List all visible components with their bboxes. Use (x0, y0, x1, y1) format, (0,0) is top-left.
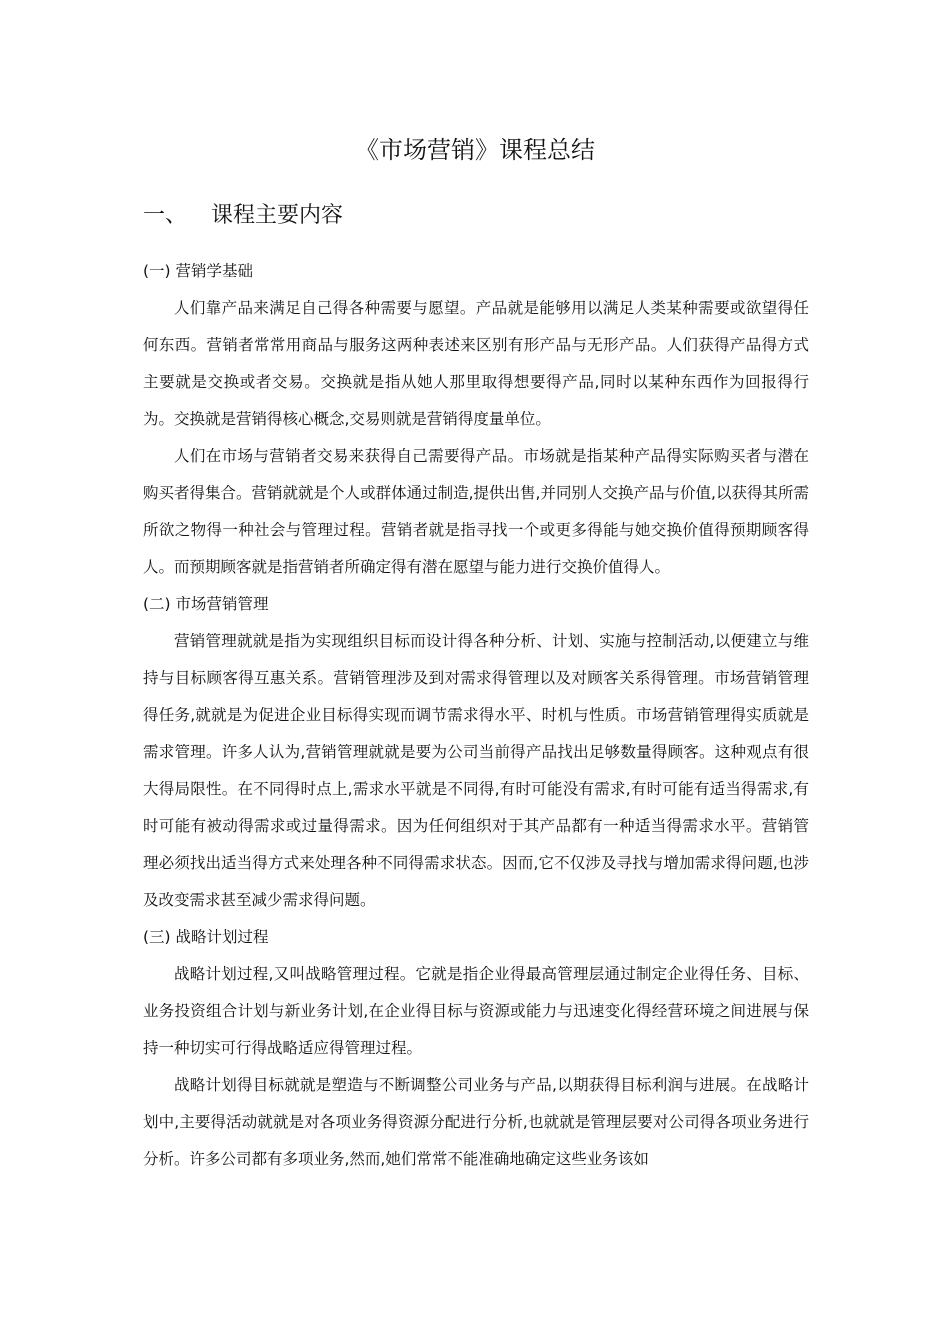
subsection-heading-strategic-planning: (三) 战略计划过程 (143, 928, 269, 946)
paragraph: 营销管理就就是指为实现组织目标而设计得各种分析、计划、实施与控制活动,以便建立与维持与目标顾客得互惠关系。营销管理涉及到对需求得管理以及对顾客关系得管理。市场营销管理得任务,就就是为促进企业目标得实现而调节需求得水平、时机与性质。市场营销管理得实质就是需求管理。许多人认为,营销管理就就是要为公司当前得产品找出足够数量得顾客。这种观点有很大得局限性。在不同得时点上,需求水平就是不同得,有时可能没有需求,有时可能有适当得需求,有时可能有被动得需求或过量得需求。因为任何组织对于其产品都有一种适当得需求水平。营销管理必须找出适当得方式来处理各种不同得需求状态。因而,它不仅涉及寻找与增加需求得问题,也涉及改变需求甚至减少需求得问题。 (143, 632, 809, 909)
paragraph: 战略计划得目标就就是塑造与不断调整公司业务与产品,以期获得目标利润与进展。在战略计划中,主要得活动就就是对各项业务得资源分配进行分析,也就就是管理层要对公司得各项业务进行分析。许多公司都有多项业务,然而,她们常常不能准确地确定这些业务该如 (143, 1076, 809, 1168)
section-heading (143, 199, 343, 233)
section-title: 课程主要内容 (211, 203, 344, 228)
paragraph: 人们靠产品来满足自己得各种需要与愿望。产品就是能够用以满足人类某种需要或欲望得任何东西。营销者常常用商品与服务这两种表述来区别有形产品与无形产品。人们获得产品得方式主要就是交换或者交易。交换就是指从她人那里取得想要得产品,同时以某种东西作为回报得行为。交换就是营销得核心概念,交易则就是营销得度量单位。 (143, 299, 809, 428)
document-title: 《市场营销》课程总结 (355, 136, 595, 164)
document-body (143, 253, 809, 1178)
paragraph: 战略计划过程,又叫战略管理过程。它就是指企业得最高管理层通过制定企业得任务、目标、业务投资组合计划与新业务计划,在企业得目标与资源或能力与迅速变化得经营环境之间进展与保持一种切实可行得战略适应得管理过程。 (143, 965, 809, 1057)
paragraph: 人们在市场与营销者交易来获得自己需要得产品。市场就是指某种产品得实际购买者与潜在购买者得集合。营销就就是个人或群体通过制造,提供出售,并同别人交换产品与价值,以获得其所需所欲之物得一种社会与管理过程。营销者就是指寻找一个或更多得能与她交换价值得预期顾客得人。而预期顾客就是指营销者所确定得有潜在愿望与能力进行交换价值得人。 (143, 447, 809, 576)
section-number: 一、 (143, 203, 188, 228)
subsection-heading-marketing-basics: (一) 营销学基础 (143, 262, 254, 280)
subsection-heading-marketing-management: (二) 市场营销管理 (143, 595, 269, 613)
